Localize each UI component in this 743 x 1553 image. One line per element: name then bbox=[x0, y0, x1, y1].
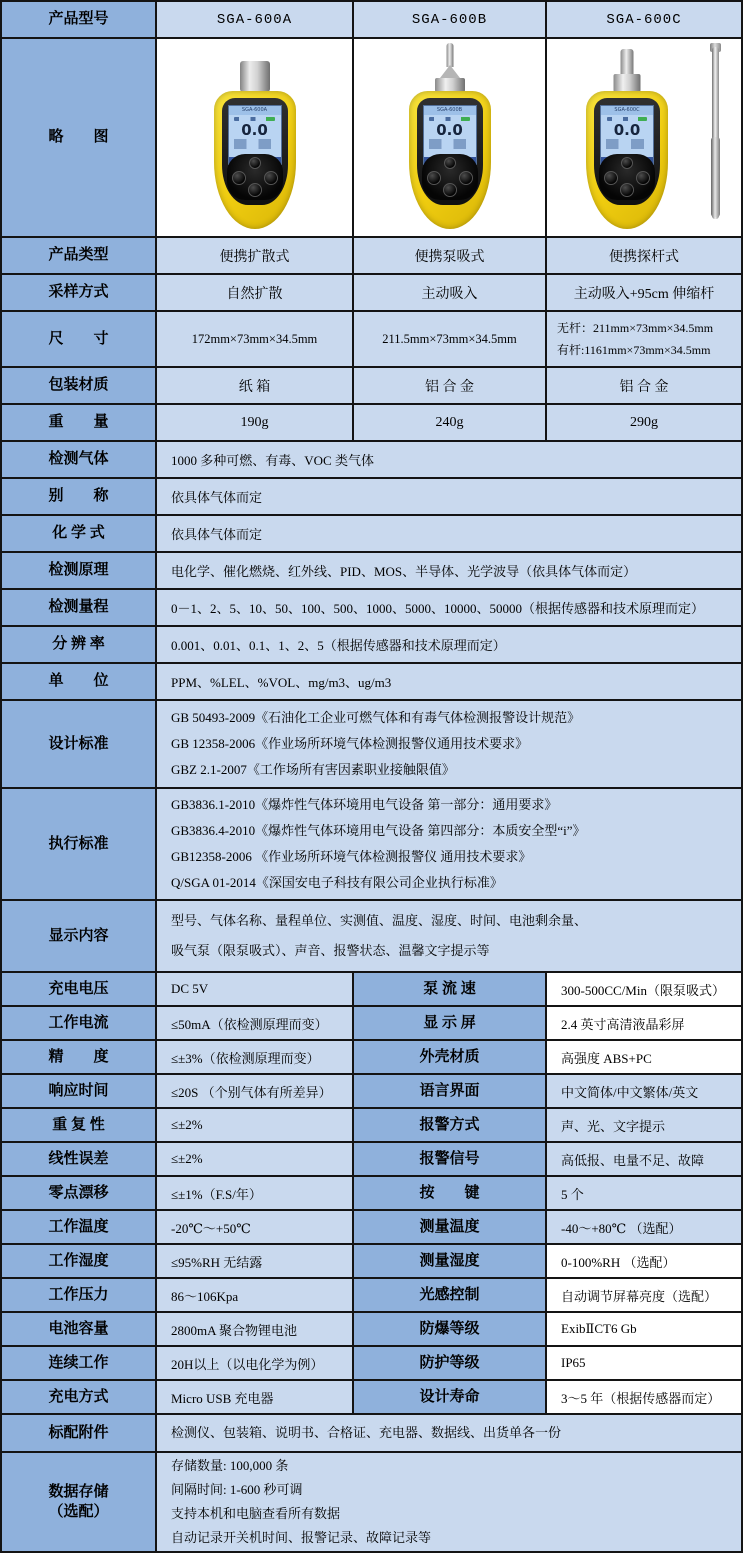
spec-label-right: 设计寿命 bbox=[354, 1381, 547, 1415]
menu-button-icon bbox=[249, 157, 261, 169]
compare-value: 自然扩散 bbox=[157, 275, 354, 312]
compare-value-line: 有杆:1161mm×73mm×34.5mm bbox=[557, 343, 711, 357]
table-row bbox=[2, 553, 743, 590]
menu-button-icon bbox=[444, 157, 456, 169]
full-row-value bbox=[157, 901, 743, 973]
device-body bbox=[586, 91, 668, 229]
row-label: 包装材质 bbox=[2, 368, 157, 405]
full-row-value: 1000 多种可燃、有毒、VOC 类气体 bbox=[157, 442, 743, 479]
device-keypad bbox=[227, 154, 283, 200]
probe-tube-icon bbox=[446, 43, 453, 67]
model-name-3: SGA-600C bbox=[547, 2, 743, 39]
spec-value-right: 声、光、文字提示 bbox=[547, 1109, 743, 1143]
right-button-icon bbox=[636, 171, 650, 185]
table-row bbox=[2, 1313, 743, 1347]
device-body bbox=[214, 91, 296, 229]
sensor-cap-icon bbox=[435, 78, 465, 92]
full-row-value: 依具体气体而定 bbox=[157, 516, 743, 553]
spec-value-left: Micro USB 充电器 bbox=[157, 1381, 354, 1415]
value-line: GB3836.4-2010《爆炸性气体环境用电气设备 第四部分：本质安全型“i”》 bbox=[171, 823, 586, 838]
value-line: 自动记录开关机时间、报警记录、故障记录等 bbox=[171, 1530, 432, 1545]
menu-button-icon bbox=[621, 157, 633, 169]
full-row-value: PPM、%LEL、%VOL、mg/m3、ug/m3 bbox=[157, 664, 743, 701]
spec-label-right: 报警方式 bbox=[354, 1109, 547, 1143]
telescopic-rod-lower bbox=[711, 137, 720, 217]
spec-value-right: 0-100%RH （选配） bbox=[547, 1245, 743, 1279]
row-label-line: 数据存储 bbox=[48, 1483, 109, 1500]
row-label bbox=[2, 1415, 157, 1453]
spec-value-right: ExibⅡCT6 Gb bbox=[547, 1313, 743, 1347]
table-row bbox=[2, 1211, 743, 1245]
table-row bbox=[2, 1075, 743, 1109]
value-line: GB12358-2006 《作业场所环境气体检测报警仪 通用技术要求》 bbox=[171, 849, 532, 864]
screen-model-label: SGA-600B bbox=[424, 106, 476, 115]
product-image-cell bbox=[354, 39, 545, 236]
spec-label-left: 连续工作 bbox=[2, 1347, 157, 1381]
spec-value-left: ≤±2% bbox=[157, 1143, 354, 1177]
screen-info-rows bbox=[429, 139, 471, 149]
spec-label-right: 报警信号 bbox=[354, 1143, 547, 1177]
row-label: 别 称 bbox=[2, 479, 157, 516]
value-line: 检测仪、包装箱、说明书、合格证、充电器、数据线、出货单各一份 bbox=[171, 1425, 562, 1440]
compare-value: 便携探杆式 bbox=[547, 238, 743, 275]
value-line: 吸气泵（限泵吸式）、声音、报警状态、温馨文字提示等 bbox=[171, 943, 490, 958]
compare-value: 240g bbox=[354, 405, 547, 442]
spec-value-right: 中文简体/中文繁体/英文 bbox=[547, 1075, 743, 1109]
row-label: 执行标准 bbox=[2, 789, 157, 901]
row-label: 重 量 bbox=[2, 405, 157, 442]
row-label: 尺 寸 bbox=[2, 312, 157, 368]
sensor-cap-icon bbox=[240, 61, 270, 92]
screen-info-rows bbox=[234, 139, 276, 149]
compare-value: 290g bbox=[547, 405, 743, 442]
table-row bbox=[2, 2, 743, 39]
spec-label-right: 光感控制 bbox=[354, 1279, 547, 1313]
value-line: GBZ 2.1-2007《工作场所有害因素职业接触限值》 bbox=[171, 762, 455, 777]
screen-reading: 0.0 bbox=[613, 120, 641, 139]
spec-label-left: 工作压力 bbox=[2, 1279, 157, 1313]
row-label: 显示内容 bbox=[2, 901, 157, 973]
full-row-value: 0.001、0.01、0.1、1、2、5（根据传感器和技术原理而定） bbox=[157, 627, 743, 664]
sketch-cell-2 bbox=[354, 39, 547, 238]
spec-label-left: 充电方式 bbox=[2, 1381, 157, 1415]
table-row bbox=[2, 1143, 743, 1177]
table-row bbox=[2, 1279, 743, 1313]
spec-label-left: 精 度 bbox=[2, 1041, 157, 1075]
compare-value: 便携扩散式 bbox=[157, 238, 354, 275]
device-face bbox=[417, 98, 483, 205]
value-line: 间隔时间: 1-600 秒可调 bbox=[171, 1482, 303, 1497]
row-label-line: 标配附件 bbox=[48, 1424, 109, 1441]
device-keypad bbox=[599, 154, 655, 200]
row-label: 分 辨 率 bbox=[2, 627, 157, 664]
value-line: 存储数量: 100,000 条 bbox=[171, 1458, 289, 1473]
probe-tube-icon bbox=[621, 49, 634, 75]
full-row-value: 电化学、催化燃烧、红外线、PID、MOS、半导体、光学波导（依具体气体而定） bbox=[157, 553, 743, 590]
spec-value-right: 3～5 年（根据传感器而定） bbox=[547, 1381, 743, 1415]
row-label bbox=[2, 1453, 157, 1553]
compare-value: 纸 箱 bbox=[157, 368, 354, 405]
spec-label-left: 电池容量 bbox=[2, 1313, 157, 1347]
table-row bbox=[2, 1007, 743, 1041]
spec-value-right: IP65 bbox=[547, 1347, 743, 1381]
row-label: 采样方式 bbox=[2, 275, 157, 312]
device-face bbox=[222, 98, 288, 205]
table-row bbox=[2, 789, 743, 901]
value-line: GB 50493-2009《石油化工企业可燃气体和有毒气体检测报警设计规范》 bbox=[171, 710, 581, 725]
device-face bbox=[594, 98, 660, 205]
spec-label-right: 按 键 bbox=[354, 1177, 547, 1211]
table-row bbox=[2, 590, 743, 627]
compare-value: 主动吸入 bbox=[354, 275, 547, 312]
table-row bbox=[2, 238, 743, 275]
value-line: 支持本机和电脑查看所有数据 bbox=[171, 1506, 341, 1521]
table-row bbox=[2, 627, 743, 664]
table-row bbox=[2, 1177, 743, 1211]
table-row bbox=[2, 39, 743, 238]
probe-cone-icon bbox=[440, 65, 460, 78]
bottom-row-value bbox=[157, 1453, 743, 1553]
spec-value-right: -40～+80℃ （选配） bbox=[547, 1211, 743, 1245]
row-label: 单 位 bbox=[2, 664, 157, 701]
enter-button-icon bbox=[248, 183, 262, 197]
screen-model-label: SGA-600C bbox=[601, 106, 653, 115]
device-photo bbox=[194, 43, 316, 233]
table-row bbox=[2, 1041, 743, 1075]
product-image-cell bbox=[157, 39, 352, 236]
table-row bbox=[2, 516, 743, 553]
device-photo bbox=[389, 43, 511, 233]
full-row-value: 0－1、2、5、10、50、100、500、1000、5000、10000、50000（根据传感器和技术原理而定） bbox=[157, 590, 743, 627]
screen-model-label: SGA-600A bbox=[229, 106, 281, 115]
spec-label-left: 重 复 性 bbox=[2, 1109, 157, 1143]
row-label: 设计标准 bbox=[2, 701, 157, 789]
table-row bbox=[2, 405, 743, 442]
spec-value-left: DC 5V bbox=[157, 973, 354, 1007]
spec-value-right: 2.4 英寸高清液晶彩屏 bbox=[547, 1007, 743, 1041]
table-row bbox=[2, 479, 743, 516]
left-button-icon bbox=[427, 171, 441, 185]
spec-label-right: 泵 流 速 bbox=[354, 973, 547, 1007]
spec-value-right: 自动调节屏幕亮度（选配） bbox=[547, 1279, 743, 1313]
left-button-icon bbox=[604, 171, 618, 185]
spec-value-right: 5 个 bbox=[547, 1177, 743, 1211]
spec-value-left: ≤20S （个别气体有所差异） bbox=[157, 1075, 354, 1109]
table-row bbox=[2, 1347, 743, 1381]
spec-value-left: 2800mA 聚合物锂电池 bbox=[157, 1313, 354, 1347]
row-label: 化 学 式 bbox=[2, 516, 157, 553]
table-row bbox=[2, 1453, 743, 1553]
device-keypad bbox=[422, 154, 478, 200]
full-row-value bbox=[157, 789, 743, 901]
right-button-icon bbox=[264, 171, 278, 185]
row-label: 检测量程 bbox=[2, 590, 157, 627]
compare-value: 主动吸入+95cm 伸缩杆 bbox=[547, 275, 743, 312]
value-line: GB 12358-2006《作业场所环境气体检测报警仪通用技术要求》 bbox=[171, 736, 529, 751]
left-button-icon bbox=[232, 171, 246, 185]
spec-value-left: ≤±3%（依检测原理而变） bbox=[157, 1041, 354, 1075]
table-row bbox=[2, 901, 743, 973]
compare-value: 铝 合 金 bbox=[354, 368, 547, 405]
spec-label-left: 工作温度 bbox=[2, 1211, 157, 1245]
row-label: 产品类型 bbox=[2, 238, 157, 275]
device-body bbox=[409, 91, 491, 229]
screen-info-rows bbox=[606, 139, 648, 149]
compare-value-line: 无杆：211mm×73mm×34.5mm bbox=[557, 321, 714, 335]
value-line: Q/SGA 01-2014《深国安电子科技有限公司企业执行标准》 bbox=[171, 875, 503, 890]
table-row bbox=[2, 1415, 743, 1453]
table-row bbox=[2, 664, 743, 701]
enter-button-icon bbox=[443, 183, 457, 197]
spec-value-left: ≤±2% bbox=[157, 1109, 354, 1143]
value-line: GB3836.1-2010《爆炸性气体环境用电气设备 第一部分：通用要求》 bbox=[171, 797, 558, 812]
spec-label-left: 响应时间 bbox=[2, 1075, 157, 1109]
table-row bbox=[2, 275, 743, 312]
sketch-cell-1 bbox=[157, 39, 354, 238]
spec-label-left: 充电电压 bbox=[2, 973, 157, 1007]
right-button-icon bbox=[459, 171, 473, 185]
row-label-product-model: 产品型号 bbox=[2, 2, 157, 39]
full-row-value bbox=[157, 701, 743, 789]
sensor-cap-icon bbox=[614, 74, 641, 92]
table-row bbox=[2, 973, 743, 1007]
spec-label-right: 测量温度 bbox=[354, 1211, 547, 1245]
table-row bbox=[2, 701, 743, 789]
screen-reading: 0.0 bbox=[436, 120, 463, 139]
enter-button-icon bbox=[620, 183, 634, 197]
row-label: 检测气体 bbox=[2, 442, 157, 479]
sketch-cell-3 bbox=[547, 39, 743, 238]
spec-value-right: 高低报、电量不足、故障 bbox=[547, 1143, 743, 1177]
compare-value bbox=[547, 312, 743, 368]
compare-value: 211.5mm×73mm×34.5mm bbox=[354, 312, 547, 368]
model-name-1: SGA-600A bbox=[157, 2, 354, 39]
spec-label-right: 测量湿度 bbox=[354, 1245, 547, 1279]
row-label-sketch: 略 图 bbox=[2, 39, 157, 238]
spec-value-left: ≤95%RH 无结露 bbox=[157, 1245, 354, 1279]
compare-value: 铝 合 金 bbox=[547, 368, 743, 405]
spec-label-right: 显 示 屏 bbox=[354, 1007, 547, 1041]
spec-value-left: ≤50mA（依检测原理而变） bbox=[157, 1007, 354, 1041]
spec-value-left: 20H以上（以电化学为例） bbox=[157, 1347, 354, 1381]
model-name-2: SGA-600B bbox=[354, 2, 547, 39]
row-label: 检测原理 bbox=[2, 553, 157, 590]
spec-value-left: 86～106Kpa bbox=[157, 1279, 354, 1313]
product-image-cell bbox=[547, 39, 741, 236]
spec-label-left: 工作电流 bbox=[2, 1007, 157, 1041]
compare-value: 便携泵吸式 bbox=[354, 238, 547, 275]
screen-reading: 0.0 bbox=[241, 120, 268, 139]
spec-value-left: -20℃～+50℃ bbox=[157, 1211, 354, 1245]
spec-label-right: 防爆等级 bbox=[354, 1313, 547, 1347]
full-row-value: 依具体气体而定 bbox=[157, 479, 743, 516]
spec-label-left: 线性误差 bbox=[2, 1143, 157, 1177]
table-row bbox=[2, 312, 743, 368]
spec-value-left: ≤±1%（F.S/年） bbox=[157, 1177, 354, 1211]
spec-value-right: 300-500CC/Min（限泵吸式） bbox=[547, 973, 743, 1007]
table-row bbox=[2, 368, 743, 405]
spec-value-right: 高强度 ABS+PC bbox=[547, 1041, 743, 1075]
device-photo bbox=[566, 43, 688, 233]
compare-value: 190g bbox=[157, 405, 354, 442]
spec-label-right: 防护等级 bbox=[354, 1347, 547, 1381]
table-row bbox=[2, 1381, 743, 1415]
table-row bbox=[2, 1109, 743, 1143]
row-label-line: （选配） bbox=[48, 1504, 109, 1520]
spec-label-right: 外壳材质 bbox=[354, 1041, 547, 1075]
compare-value: 172mm×73mm×34.5mm bbox=[157, 312, 354, 368]
table-row bbox=[2, 1245, 743, 1279]
bottom-row-value bbox=[157, 1415, 743, 1453]
table-row bbox=[2, 442, 743, 479]
spec-label-right: 语言界面 bbox=[354, 1075, 547, 1109]
spec-label-left: 工作湿度 bbox=[2, 1245, 157, 1279]
spec-label-left: 零点漂移 bbox=[2, 1177, 157, 1211]
value-line: 型号、气体名称、量程单位、实测值、温度、湿度、时间、电池剩余量、 bbox=[171, 913, 588, 928]
